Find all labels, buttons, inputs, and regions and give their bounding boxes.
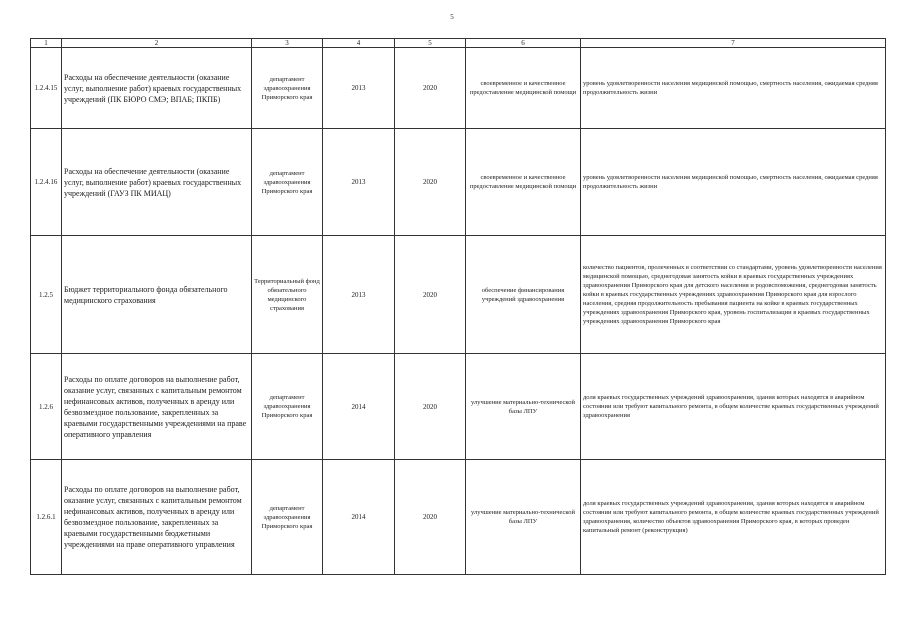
start-year: 2014 — [323, 460, 395, 575]
activity-code: 1.2.5 — [31, 236, 62, 354]
table-row — [31, 48, 886, 129]
activity-executor: департамент здравоохранения Приморского края — [252, 460, 323, 575]
expected-result: обеспечение финансирования учреждений здравоохранения — [466, 236, 581, 354]
table-row — [31, 460, 886, 575]
start-year: 2013 — [323, 236, 395, 354]
table-row — [31, 129, 886, 236]
expected-result: своевременное и качественное предоставление медицинской помощи — [466, 48, 581, 129]
activity-name: Расходы по оплате договоров на выполнение работ, оказание услуг, связанных с капитальным ремонтом нефинансовых активов, полученных в аренду или безвозмездное пользование, закрепленных за краевыми государственными бюджетными учреждениями на праве оперативного управления — [62, 460, 252, 575]
expected-result: улучшение материально-технической базы ЛПУ — [466, 354, 581, 460]
table-header-row — [31, 39, 886, 48]
table-row — [31, 354, 886, 460]
indicators: уровень удовлетворенности населения медицинской помощью, смертность населения, ожидаемая средняя продолжительность жизни — [581, 48, 886, 129]
activity-code: 1.2.6 — [31, 354, 62, 460]
activity-name: Расходы по оплате договоров на выполнение работ, оказание услуг, связанных с капитальным ремонтом нефинансовых активов, полученных в аренду или безвозмездное пользование, закрепленных за краевыми государственными учреждениями на праве оперативного управления — [62, 354, 252, 460]
page-number: 5 — [450, 13, 454, 21]
column-header: 6 — [466, 39, 581, 48]
table-row — [31, 236, 886, 354]
end-year: 2020 — [395, 236, 466, 354]
activity-code: 1.2.6.1 — [31, 460, 62, 575]
column-header: 7 — [581, 39, 886, 48]
indicators: количество пациентов, пролеченных в соответствии со стандартами, уровень удовлетворенности населения медицинской помощью, среднегодовая занятость койки в краевых государственных учреждениях здравоохранения Приморского края для детского населения и родовспоможения, среднегодовая занятость койки в краевых государственных учреждениях здравоохранения Приморского края для взрослого населения, средняя продолжительность пребывания пациента на койке в краевых государственных учреждениях здравоохранения Приморского края, уровень госпитализации в краевых государственных учреждениях здравоохранения Приморского края — [581, 236, 886, 354]
start-year: 2013 — [323, 48, 395, 129]
column-header: 5 — [395, 39, 466, 48]
indicators: уровень удовлетворенности населения медицинской помощью, смертность населения, ожидаемая средняя продолжительность жизни — [581, 129, 886, 236]
indicators: доля краевых государственных учреждений здравоохранения, здания которых находятся в аварийном состоянии или требуют капитального ремонта, в общем количестве краевых государственных учреждений здравоохранения — [581, 354, 886, 460]
activity-executor: департамент здравоохранения Приморского края — [252, 48, 323, 129]
expected-result: своевременное и качественное предоставление медицинской помощи — [466, 129, 581, 236]
expected-result: улучшение материально-технической базы ЛПУ — [466, 460, 581, 575]
activity-code: 1.2.4.16 — [31, 129, 62, 236]
activity-name: Расходы на обеспечение деятельности (оказание услуг, выполнение работ) краевых государственных учреждений (ПК БЮРО СМЭ; ВПАБ; ПКПБ) — [62, 48, 252, 129]
activity-name: Бюджет территориального фонда обязательного медицинского страхования — [62, 236, 252, 354]
column-header: 4 — [323, 39, 395, 48]
activity-executor: департамент здравоохранения Приморского края — [252, 354, 323, 460]
end-year: 2020 — [395, 460, 466, 575]
end-year: 2020 — [395, 354, 466, 460]
activity-name: Расходы на обеспечение деятельности (оказание услуг, выполнение работ) краевых государственных учреждений (ГАУЗ ПК МИАЦ) — [62, 129, 252, 236]
start-year: 2013 — [323, 129, 395, 236]
activity-code: 1.2.4.15 — [31, 48, 62, 129]
column-header: 2 — [62, 39, 252, 48]
column-header: 3 — [252, 39, 323, 48]
start-year: 2014 — [323, 354, 395, 460]
end-year: 2020 — [395, 48, 466, 129]
activity-executor: департамент здравоохранения Приморского края — [252, 129, 323, 236]
activity-executor: Территориальный фонд обязательного медицинского страхования — [252, 236, 323, 354]
end-year: 2020 — [395, 129, 466, 236]
indicators: доля краевых государственных учреждений здравоохранения, здания которых находятся в аварийном состоянии или требуют капитального ремонта, в общем количестве краевых государственных учреждений здравоохранения, количество объектов здравоохранения Приморского края, в которых проведен капитальный ремонт (реконструкция) — [581, 460, 886, 575]
program-activities-table — [30, 38, 886, 575]
column-header: 1 — [31, 39, 62, 48]
